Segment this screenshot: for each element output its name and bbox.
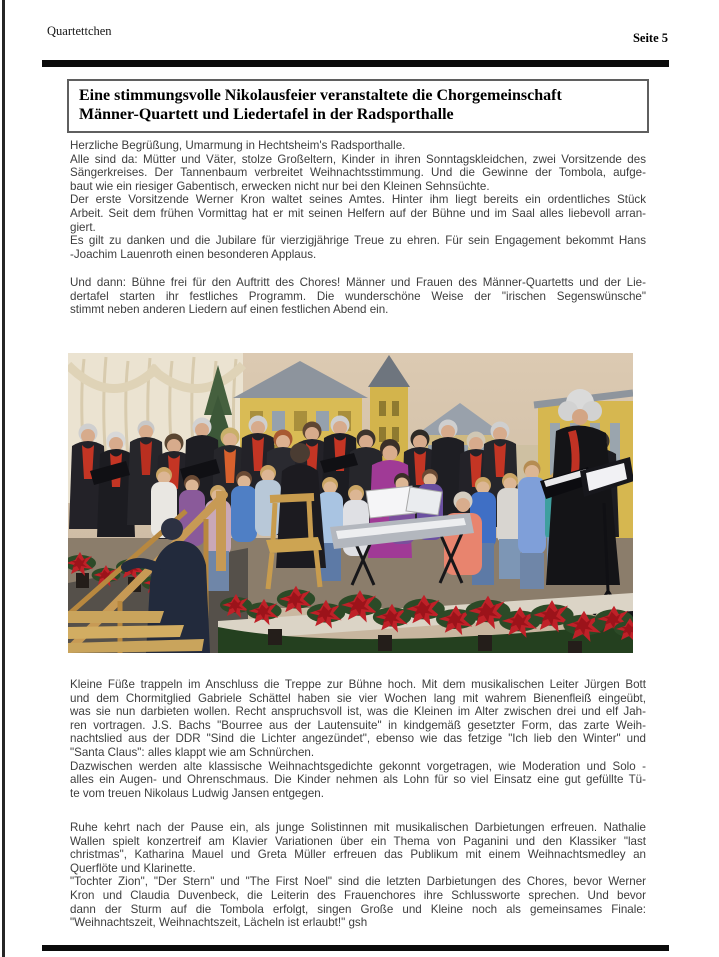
- article-line: Querflöte und Klarinette.: [70, 861, 196, 875]
- article-line: Dazwischen werden alte klassische Weihnachtsgedichte gekonnt vorgetragen, wie Moderation und Solo -: [70, 759, 646, 773]
- article-line: nachtslied aus der DDR "Sind die Lichter angezündet", ebenso wie das fetzige "Ich lieb den Winter" und: [70, 732, 646, 746]
- article-line: Es gilt zu danken und die Jubilare für vierzigjährige Treue zu ehren. Für sein Engagement bekommt Hans: [70, 234, 646, 248]
- article-line: Herzliche Begrüßung, Umarmung in Hechtsheim's Radsporthalle.: [70, 139, 406, 152]
- choir-photo: [68, 353, 633, 653]
- article-line: ren vortragen. J.S. Bachs "Bourree aus der Lautensuite" in kindgemäß gesetzter Form, das zarte Weih-: [70, 718, 646, 732]
- article-line: "Weihnachtszeit, Weihnachtszeit, Lächeln ist erlaubt!" gsh: [70, 916, 368, 930]
- header-rule: [42, 60, 669, 67]
- header-publication-name: Quartettchen: [47, 24, 112, 38]
- article-line: Arbeit. Seit dem frühen Vormittag hat er mit seinen Helfern auf der Bühne und im Saal alles liebevoll arran-: [70, 206, 646, 220]
- article-line: "Tochter Zion", "Der Stern" und "The First Noel" sind die letzten Darbietungen des Chores, bevor Werner: [70, 875, 646, 889]
- article-line: "Santa Claus": alles klappt wie am Schnürchen.: [70, 745, 315, 759]
- article-line: Der erste Vorsitzende Werner Kron waltet seines Amtes. Hinter ihm liegt bereits ein ordentliches Stück: [70, 193, 646, 207]
- article-line: Wallen spielt konzertreif am Klavier Variationen über ein Thema von Paganini und den Klassiker "last: [70, 834, 646, 848]
- article-line: Und dann: Bühne frei für den Auftritt des Chores! Männer und Frauen des Männer-Quartetts und der Lie-: [70, 276, 646, 289]
- page-left-edge-line: [2, 0, 5, 957]
- article-line: stimmt neben anderen Liedern auf einen festlichen Abend ein.: [70, 303, 389, 317]
- article-title-box: [67, 79, 649, 133]
- article-line: te vom treuen Nikolaus Ludwig Jansen entgegen.: [70, 786, 324, 800]
- article-line: dann der Sturm auf die Tombola erfolgt, singen Große und Kleine noch als gemeinsames Finale:: [70, 902, 646, 916]
- article-paragraph-1: [70, 139, 646, 261]
- article-line: baut wie ein riesiger Gabentisch, erwecken nicht nur bei den Kleinen Sehnsüchte.: [70, 179, 490, 193]
- article-line: dertafel starten ihr festliches Programm. Die wunderschöne Weise der "irischen Segenswünsche": [70, 289, 646, 303]
- article-line: Sängerkreises. Der Tannenbaum verbreitet Weihnachtsstimmung. Und die Gewinne der Tombola, aufge-: [70, 166, 646, 180]
- article-title-line-1: Eine stimmungsvolle Nikolausfeier veranstaltete die Chorgemeinschaft: [79, 87, 562, 104]
- choir-photo-illustration: [68, 353, 633, 653]
- article-line: was sie nun darbieten wollen. Recht anspruchsvoll ist, was die Kleinen im Alter zwischen drei und elf Jah-: [70, 705, 646, 719]
- article-line: alles ein Augen- und Ohrenschmaus. Die Kinder nehmen als Lohn für so viel Einsatz eine gut gefüllte Tü-: [70, 773, 646, 787]
- article-line: Kron und Claudia Duvenbeck, die Leiterin des Frauenchores ihre Schlussworte sprechen. Und bevor: [70, 888, 646, 902]
- article-paragraph-3: [70, 678, 646, 800]
- article-line: Ruhe kehrt nach der Pause ein, als junge Solistinnen mit musikalischen Darbietungen erfreuen. Nathalie: [70, 821, 646, 834]
- header-page-number: Seite 5: [632, 31, 668, 45]
- article-line: und dem Chormitglied Gabriele Schättel haben sie vier Wochen lang mit wahrem Bienenfleiß eingeübt,: [70, 691, 646, 705]
- article-line: christmas", Katharina Mauel und Greta Müller erfreuen das Publikum mit einem Weihnachtsmedley an: [70, 848, 646, 862]
- article-title-line-2: Männer-Quartett und Liedertafel in der Radsporthalle: [79, 106, 454, 123]
- article-line: giert.: [70, 220, 96, 234]
- article-paragraph-2: [70, 276, 646, 317]
- article-line: -Joachim Lauenroth einen besonderen Applaus.: [70, 247, 317, 261]
- article-line: Kleine Füße trappeln im Anschluss die Treppe zur Bühne hoch. Mit dem musikalischen Leiter Jürgen Bott: [70, 678, 646, 691]
- article-line: Alle sind da: Mütter und Väter, stolze Großeltern, Kinder in ihren Sonntagskleidchen, zwei Vorsitzende des: [70, 152, 646, 166]
- footer-rule: [42, 945, 669, 951]
- article-paragraph-4: [70, 821, 646, 930]
